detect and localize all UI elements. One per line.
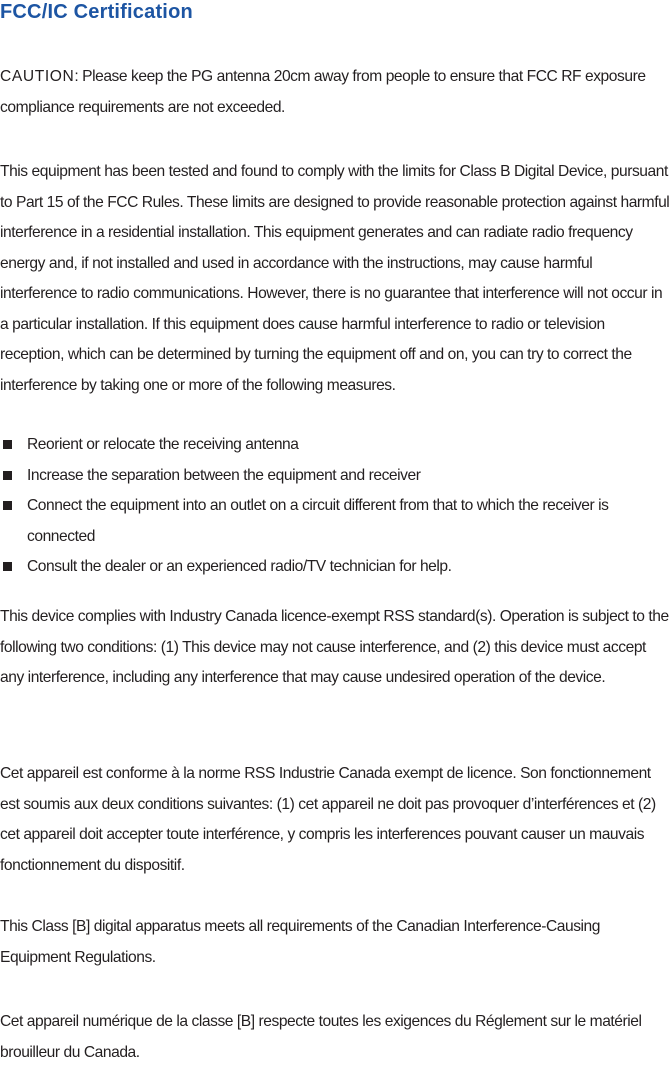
list-item — [0, 552, 670, 583]
class-b-paragraph-fr: Cet appareil numérique de la classe [B] respecte toutes les exigences du Réglement sur le matériel brouilleur du Canada. — [0, 1013, 642, 1061]
list-item — [0, 430, 670, 461]
square-bullet-icon — [3, 440, 12, 449]
square-bullet-icon — [3, 562, 12, 571]
class-b-paragraph: This Class [B] digital apparatus meets all requirements of the Canadian Interference-Causing Equipment Regulations. — [0, 918, 601, 966]
list-item-text: Increase the separation between the equipment and receiver — [27, 466, 421, 484]
list-item — [0, 461, 670, 492]
interference-measures-list — [0, 430, 670, 583]
square-bullet-icon — [3, 501, 12, 510]
square-bullet-icon — [3, 471, 12, 480]
list-item-text: Connect the equipment into an outlet on a circuit different from that to which the receiver is connected — [27, 497, 609, 545]
caution-text: : Please keep the PG antenna 20cm away from people to ensure that FCC RF exposure compliance requirements are not exceeded. — [0, 68, 646, 116]
page-title: FCC/IC Certification — [0, 1, 193, 23]
list-item-text: Consult the dealer or an experienced radio/TV technician for help. — [27, 558, 452, 575]
caution-label: CAUTION — [0, 68, 75, 85]
list-item — [0, 491, 670, 552]
ic-compliance-paragraph-fr: Cet appareil est conforme à la norme RSS Industrie Canada exempt de licence. Son fonctionnement est soumis aux deux conditions suivantes: (1) cet appareil ne doit pas provoquer d’interférences et (2) cet appareil doit accepter toute interférence, y compris les interferences pouvant causer un mauvais fonctionnement du dispositif. — [0, 765, 656, 874]
fcc-compliance-paragraph: This equipment has been tested and found to comply with the limits for Class B Digital Device, pursuant to Part 15 of the FCC Rules. These limits are designed to provide reasonable protection against harmful interference in a residential installation. This equipment generates and can radiate radio frequency energy and, if not installed and used in accordance with the instructions, may cause harmful interference to radio communications. However, there is no guarantee that interference will not occur in a particular installation. If this equipment does cause harmful interference to radio or television reception, which can be determined by turning the equipment off and on, you can try to correct the interference by taking one or more of the following measures. — [0, 163, 670, 394]
caution-paragraph — [0, 62, 670, 123]
ic-compliance-paragraph: This device complies with Industry Canada licence-exempt RSS standard(s). Operation is subject to the following two conditions: (1) This device may not cause interference, and (2) this device must accept any interference, including any interference that may cause undesired operation of the device. — [0, 608, 669, 686]
list-item-text: Reorient or relocate the receiving antenna — [27, 436, 299, 453]
